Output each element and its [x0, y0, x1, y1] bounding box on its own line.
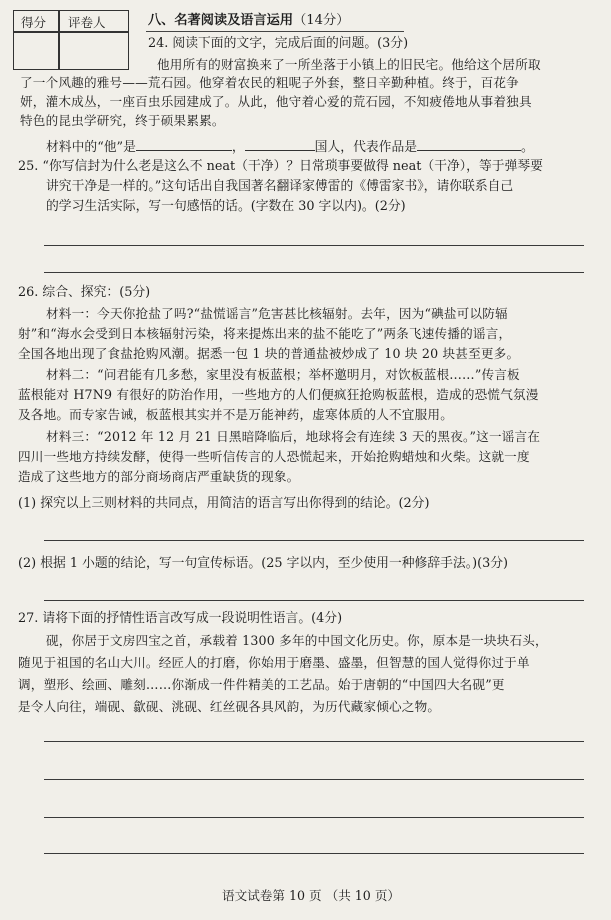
- q26-subquestion-1: (1) 探究以上三则材料的共同点，用简洁的语言写出你得到的结论。(2分): [18, 496, 430, 511]
- score-label: 得分: [21, 15, 47, 30]
- q24-blank-name[interactable]: [136, 137, 232, 151]
- page-footer: 语文试卷第 10 页 （共 10 页）: [222, 888, 401, 903]
- q26-title: 26. 综合、探究：(5分): [18, 285, 151, 300]
- q27-prompt: 27. 请将下面的抒情性语言改写成一段说明性语言。(4分): [18, 611, 343, 626]
- q24-fill-text-a: 材料中的“他”是: [46, 140, 136, 155]
- q26-answer-line-1[interactable]: [44, 540, 584, 541]
- q24-passage-line: 了一个风趣的雅号——荒石园。他穿着农民的粗呢子外套，整日辛勤种植。终于，百花争: [20, 75, 519, 90]
- q24-fill-line: [46, 137, 534, 157]
- q26-material-line: 四川一些地方持续发酵，使得一些听信传言的人恐慌起来，开始抢购蜡烛和火柴。这就一度: [18, 449, 530, 464]
- q27-passage-line: 调，塑形、绘画、雕刻……你渐成一件件精美的工艺品。始于唐朝的“中国四大名砚”更: [18, 677, 505, 692]
- q24-blank-work[interactable]: [417, 137, 521, 151]
- q24-passage-line: 特色的昆虫学研究，终于硕果累累。: [20, 113, 225, 128]
- q24-passage-line: 他用所有的财富换来了一所坐落于小镇上的旧民宅。他给这个居所取: [157, 57, 541, 72]
- section-title: [148, 12, 349, 30]
- q26-material-line: 及各地。而专家告诫，板蓝根其实并不是万能神药，虚寒体质的人不宜服用。: [18, 407, 453, 422]
- section-title-text: 八、名著阅读及语言运用: [148, 13, 294, 28]
- q27-answer-line[interactable]: [44, 741, 584, 742]
- q25-answer-line[interactable]: [44, 272, 584, 273]
- q24-fill-text-b: ，: [231, 140, 245, 155]
- q27-answer-line[interactable]: [44, 853, 584, 854]
- q26-subquestion-2: (2) 根据 1 小题的结论，写一句宣传标语。(25 字以内，至少使用一种修辞手法。)(3分): [18, 556, 509, 571]
- q27-passage-line: 砚，你居于文房四宝之首，承载着 1300 多年的中国文化历史。你，原本是一块块石头，: [46, 633, 548, 648]
- q27-answer-line[interactable]: [44, 779, 584, 780]
- grader-label: 评卷人: [68, 15, 106, 30]
- q24-fill-text-c: 国人，代表作品是: [314, 140, 418, 155]
- q26-answer-line-2[interactable]: [44, 600, 584, 601]
- q25-line: 25. “你写信封为什么老是这么不 neat（干净）？日常琐事要做得 neat（干净），等于弹琴要: [18, 159, 543, 174]
- q26-material-line: 材料二：“问君能有几多愁，家里没有板蓝根；举杯邀明月，对饮板蓝根……”传言板: [46, 367, 520, 382]
- q26-material-line: 射”和“海水会受到日本核辐射污染，将来提炼出来的盐不能吃了”两条飞速传播的谣言，: [18, 326, 512, 341]
- q26-material-line: 全国各地出现了食盐抢购风潮。据悉一包 1 块的普通盐被炒成了 10 块 20 块甚至更多。: [18, 346, 520, 361]
- q24-prompt: 24. 阅读下面的文字，完成后面的问题。(3分): [148, 36, 409, 51]
- q26-material-line: 材料三：“2012 年 12 月 21 日黑暗降临后，地球将会有连续 3 天的黑夜。”这一谣言在: [46, 429, 541, 444]
- q26-material-line: 造成了这些地方的部分商场商店严重缺货的现象。: [18, 469, 300, 484]
- q24-blank-country[interactable]: [245, 137, 315, 151]
- q26-material-line: 蓝根能对 H7N9 有很好的防治作用，一些地方的人们便疯狂抢购板蓝根，造成的恐慌气氛漫: [18, 387, 539, 402]
- q27-answer-line[interactable]: [44, 817, 584, 818]
- section-points: （14分）: [293, 13, 350, 28]
- q25-line: 讲究干净是一样的。”这句话出自我国著名翻译家傅雷的《傅雷家书》，请你联系自己: [46, 179, 514, 194]
- q27-passage-line: 随见于祖国的名山大川。经匠人的打磨，你始用于磨墨、盛墨，但智慧的国人觉得你过于单: [18, 655, 530, 670]
- q27-passage-line: 是令人向往，端砚、歙砚、洮砚、红丝砚各具风韵，为历代藏家倾心之物。: [18, 699, 441, 714]
- score-table: [13, 10, 129, 70]
- q25-line: 的学习生活实际，写一句感悟的话。(字数在 30 字以内)。(2分): [46, 199, 406, 214]
- q24-passage-line: 妍，灌木成丛，一座百虫乐园建成了。从此，他守着心爱的荒石园，不知疲倦地从事着独具: [20, 94, 532, 109]
- q26-material-line: 材料一：今天你抢盐了吗?“盐慌谣言”危害甚比核辐射。去年，因为“碘盐可以防辐: [46, 306, 508, 321]
- q24-fill-text-d: 。: [521, 140, 534, 155]
- score-table-divider: [58, 11, 60, 69]
- section-title-underline: [146, 31, 404, 32]
- score-table-row-divider: [14, 31, 128, 33]
- q25-answer-line[interactable]: [44, 245, 584, 246]
